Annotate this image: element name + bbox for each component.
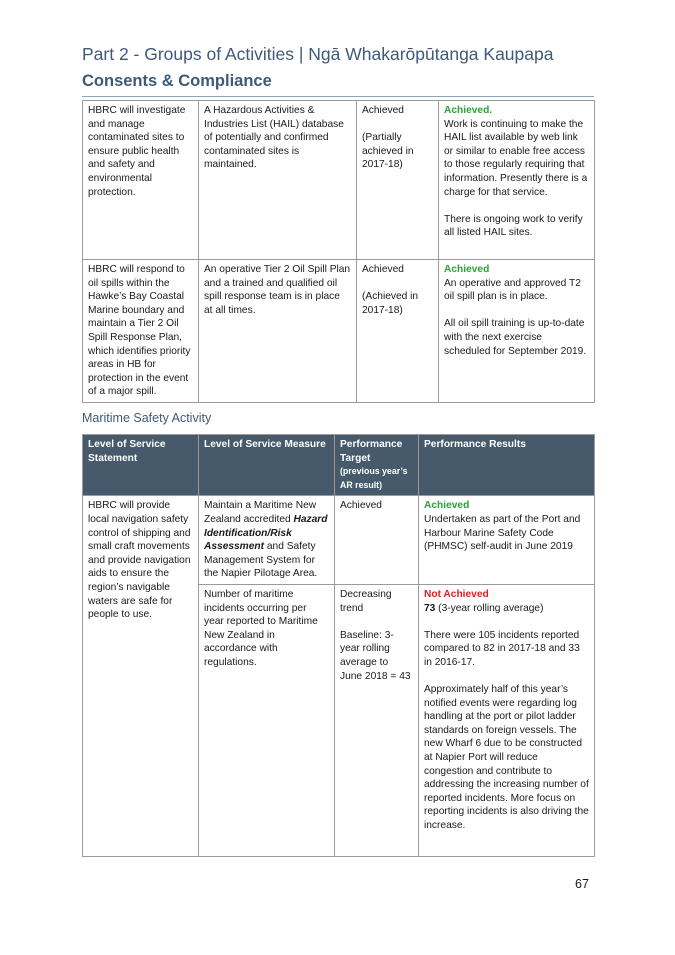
status-badge: Achieved [424,500,470,512]
column-header-target: Performance Target (previous year’s AR result) [335,435,419,496]
consents-table [82,100,595,403]
target-cell: Achieved (Achieved in 2017-18) [357,260,439,403]
section-title: Consents & Compliance [82,72,272,90]
status-badge: Achieved. [444,105,493,116]
column-header-statement: Level of Service Statement [83,435,199,496]
page-title: Part 2 - Groups of Activities | Ngā Whakarōpūtanga Kaupapa [82,44,554,64]
statement-cell: HBRC will provide local navigation safety control of shipping and small craft movements and provide navigation aids to ensure the region’s navigable waters are safe for people to use. [83,496,199,857]
result-cell: Achieved. Work is continuing to make the HAIL list available by web link or similar to enable free access to those regularly requiring that information. Presently there is a charge for that service. There is ongoing work to verify all listed HAIL sites. [439,101,595,260]
measure-cell: Number of maritime incidents occurring per year reported to Maritime New Zealand in accordance with regulations. [199,584,335,856]
result-cell: Not Achieved 73 (3-year rolling average) There were 105 incidents reported compared to 82 in 2017-18 and 33 in 2016-17. Approximately half of this year’s notified events were regarding log handling at the port or pilot ladder standards on foreign vessels. The new Wharf 6 due to be constructed at Napier Port will reduce congestion and contribute to addressing the increasing number of reported incidents. More focus on reporting incidents is also driving the increase. [419,584,595,856]
table-row [83,260,595,403]
column-header-measure: Level of Service Measure [199,435,335,496]
status-badge: Achieved [444,264,490,275]
statement-cell: HBRC will respond to oil spills within the Hawke’s Bay Coastal Marine boundary and maintain a Tier 2 Oil Spill Response Plan, which identifies priority areas in HB for protection in the event of a major spill. [83,260,199,403]
status-badge: Not Achieved [424,588,489,600]
section-divider [82,96,594,97]
column-header-results: Performance Results [419,435,595,496]
target-cell: Achieved (Partially achieved in 2017-18) [357,101,439,260]
statement-cell: HBRC will investigate and manage contaminated sites to ensure public health and safety and environmental protection. [83,101,199,260]
target-cell: Decreasing trend Baseline: 3-year rolling average to June 2018 = 43 [335,584,419,856]
maritime-section-heading: Maritime Safety Activity [82,411,212,425]
table-row [83,496,595,585]
result-cell: Achieved An operative and approved T2 oil spill plan is in place. All oil spill training is up-to-date with the next exercise scheduled for September 2019. [439,260,595,403]
result-cell: Achieved Undertaken as part of the Port and Harbour Marine Safety Code (PHMSC) self-audit in June 2019 [419,496,595,585]
measure-cell: Maintain a Maritime New Zealand accredited Hazard Identification/Risk Assessment and Safety Management System for the Napier Pilotage Area. [199,496,335,585]
page-number: 67 [575,877,589,891]
measure-cell: An operative Tier 2 Oil Spill Plan and a trained and qualified oil spill response team is in place at all times. [199,260,357,403]
table-header-row [83,435,595,496]
maritime-table [82,434,595,857]
target-cell: Achieved [335,496,419,585]
table-row [83,101,595,260]
measure-cell: A Hazardous Activities & Industries List (HAIL) database of potentially and confirmed contaminated sites is maintained. [199,101,357,260]
